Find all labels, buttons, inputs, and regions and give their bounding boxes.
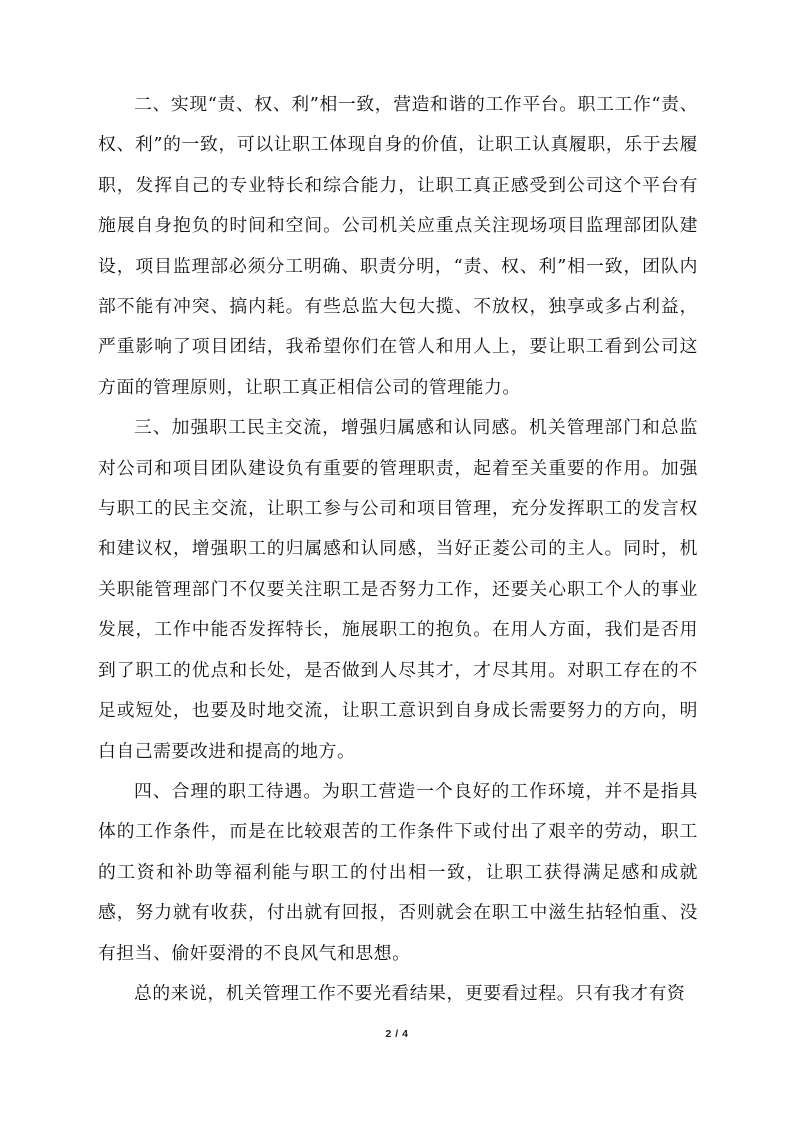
paragraph-summary: 总的来说，机关管理工作不要光看结果，更要看过程。只有我才有资 [134, 982, 686, 1004]
document-body [98, 85, 698, 1014]
paragraph-communication: 三、加强职工民主交流，增强归属感和认同感。机关管理部门和总监对公司和项目团队建设负有重要的管理职责，起着至关重要的作用。加强与职工的民主交流，让职工参与公司和项目管理，充分发挥职工的发言权和建议权，增强职工的归属感和认同感，当好正菱公司的主人。同时，机关职能管理部门不仅要关注职工是否努力工作，还要关心职工个人的事业发展，工作中能否发挥特长，施展职工的抱负。在用人方面，我们是否用到了职工的优点和长处，是否做到人尽其才，才尽其用。对职工存在的不足或短处，也要及时地交流，让职工意识到自身成长需要努力的方向，明白自己需要改进和提高的地方。 [98, 417, 698, 762]
paragraph-compensation: 四、合理的职工待遇。为职工营造一个良好的工作环境，并不是指具体的工作条件，而是在比较艰苦的工作条件下或付出了艰辛的劳动，职工的工资和补助等福利能与职工的付出相一致，让职工获得满足感和成就感，努力就有收获，付出就有回报，否则就会在职工中滋生拈轻怕重、没有担当、偷奸耍滑的不良风气和思想。 [98, 780, 698, 964]
page-number: 2 / 4 [385, 1028, 409, 1040]
paragraph-responsibility: 二、实现“责、权、利”相一致，营造和谐的工作平台。职工工作“责、权、利”的一致，可以让职工体现自身的价值，让职工认真履职，乐于去履职，发挥自己的专业特长和综合能力，让职工真正感受到公司这个平台有施展自身抱负的时间和空间。公司机关应重点关注现场项目监理部团队建设，项目监理部必须分工明确、职责分明，“责、权、利”相一致，团队内部不能有冲突、搞内耗。有些总监大包大揽、不放权，独享或多占利益，严重影响了项目团结，我希望你们在管人和用人上，要让职工看到公司这方面的管理原则，让职工真正相信公司的管理能力。 [98, 94, 698, 398]
